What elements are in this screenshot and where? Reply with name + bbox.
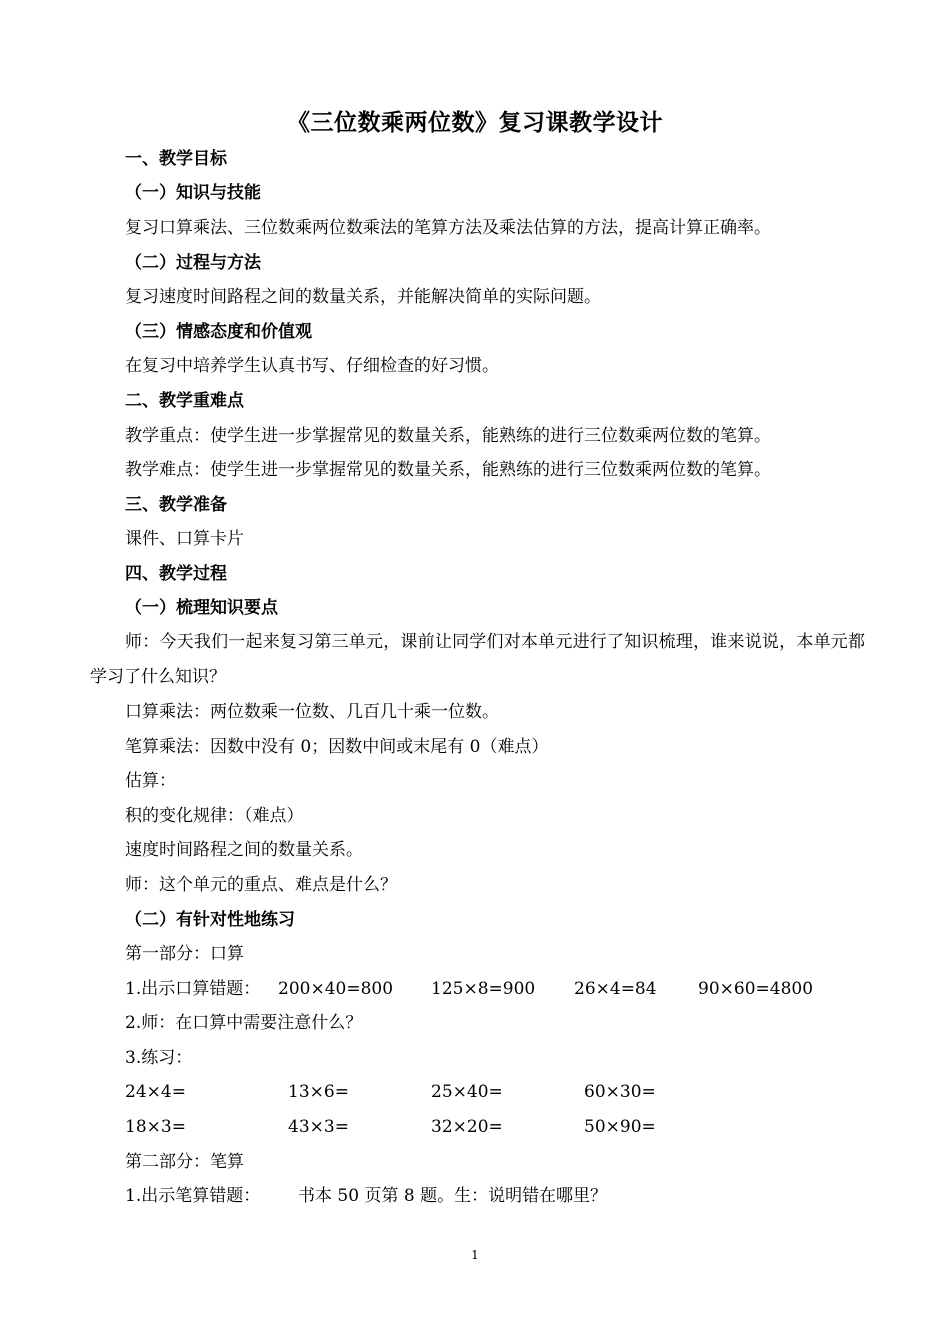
practice-expr: 32×20= [431,1117,503,1137]
oral-error-expr: 26×4=84 [574,979,657,999]
practice-expr: 43×3= [288,1117,349,1137]
oral-note-question: 2.师：在口算中需要注意什么？ [125,1013,363,1033]
list-item-oral-multiplication: 口算乘法：两位数乘一位数、几百几十乘一位数。 [125,702,499,722]
heading-teaching-process: 四、教学过程 [125,564,227,584]
part-written-calculation: 第二部分：笔算 [125,1152,244,1172]
document-title: 《三位数乘两位数》复习课教学设计 [287,110,663,136]
paragraph-preparation: 课件、口算卡片 [125,529,244,549]
paragraph-attitude-values: 在复习中培养学生认真书写、仔细检查的好习惯。 [125,356,499,376]
paragraph-difficult-point: 教学难点：使学生进一步掌握常见的数量关系，能熟练的进行三位数乘两位数的笔算。 [125,460,771,480]
practice-expr: 50×90= [584,1117,656,1137]
practice-expr: 18×3= [125,1117,186,1137]
oral-error-expr: 200×40=800 [278,979,394,999]
oral-error-expr: 90×60=4800 [698,979,814,999]
oral-error-expr: 125×8=900 [431,979,536,999]
written-errors-text: 书本 50 页第 8 题。生：说明错在哪里？ [298,1186,608,1206]
practice-expr: 13×6= [288,1082,349,1102]
page-number: 1 [471,1248,479,1262]
heading-teaching-goals: 一、教学目标 [125,149,227,169]
heading-key-difficult-points: 二、教学重难点 [125,391,244,411]
oral-errors-label: 1.出示口算错题： [125,979,261,999]
list-item-product-rule: 积的变化规律：（难点） [125,806,304,826]
practice-expr: 25×40= [431,1082,503,1102]
paragraph-process-method: 复习速度时间路程之间的数量关系，并能解决简单的实际问题。 [125,287,601,307]
paragraph-teacher-intro: 师：今天我们一起来复习第三单元，课前让同学们对本单元进行了知识梳理，谁来说说，本单元都学习了什么知识？ [90,632,865,687]
list-item-teacher-question: 师：这个单元的重点、难点是什么？ [125,875,397,895]
subheading-review-knowledge: （一）梳理知识要点 [125,598,278,618]
paragraph-knowledge-skills: 复习口算乘法、三位数乘两位数乘法的笔算方法及乘法估算的方法，提高计算正确率。 [125,218,771,238]
list-item-estimation: 估算： [125,771,176,791]
subheading-knowledge-skills: （一）知识与技能 [125,183,261,203]
heading-preparation: 三、教学准备 [125,495,227,515]
subheading-process-method: （二）过程与方法 [125,253,261,273]
practice-label: 3.练习： [125,1048,193,1068]
part-oral-calculation: 第一部分：口算 [125,944,244,964]
subheading-targeted-practice: （二）有针对性地练习 [125,910,295,930]
practice-expr: 60×30= [584,1082,656,1102]
subheading-attitude-values: （三）情感态度和价值观 [125,322,312,342]
list-item-speed-time-distance: 速度时间路程之间的数量关系。 [125,840,363,860]
practice-expr: 24×4= [125,1082,186,1102]
list-item-written-multiplication: 笔算乘法：因数中没有 0；因数中间或末尾有 0（难点） [125,737,549,757]
paragraph-key-point: 教学重点：使学生进一步掌握常见的数量关系，能熟练的进行三位数乘两位数的笔算。 [125,426,771,446]
written-errors-label: 1.出示笔算错题： [125,1186,261,1206]
